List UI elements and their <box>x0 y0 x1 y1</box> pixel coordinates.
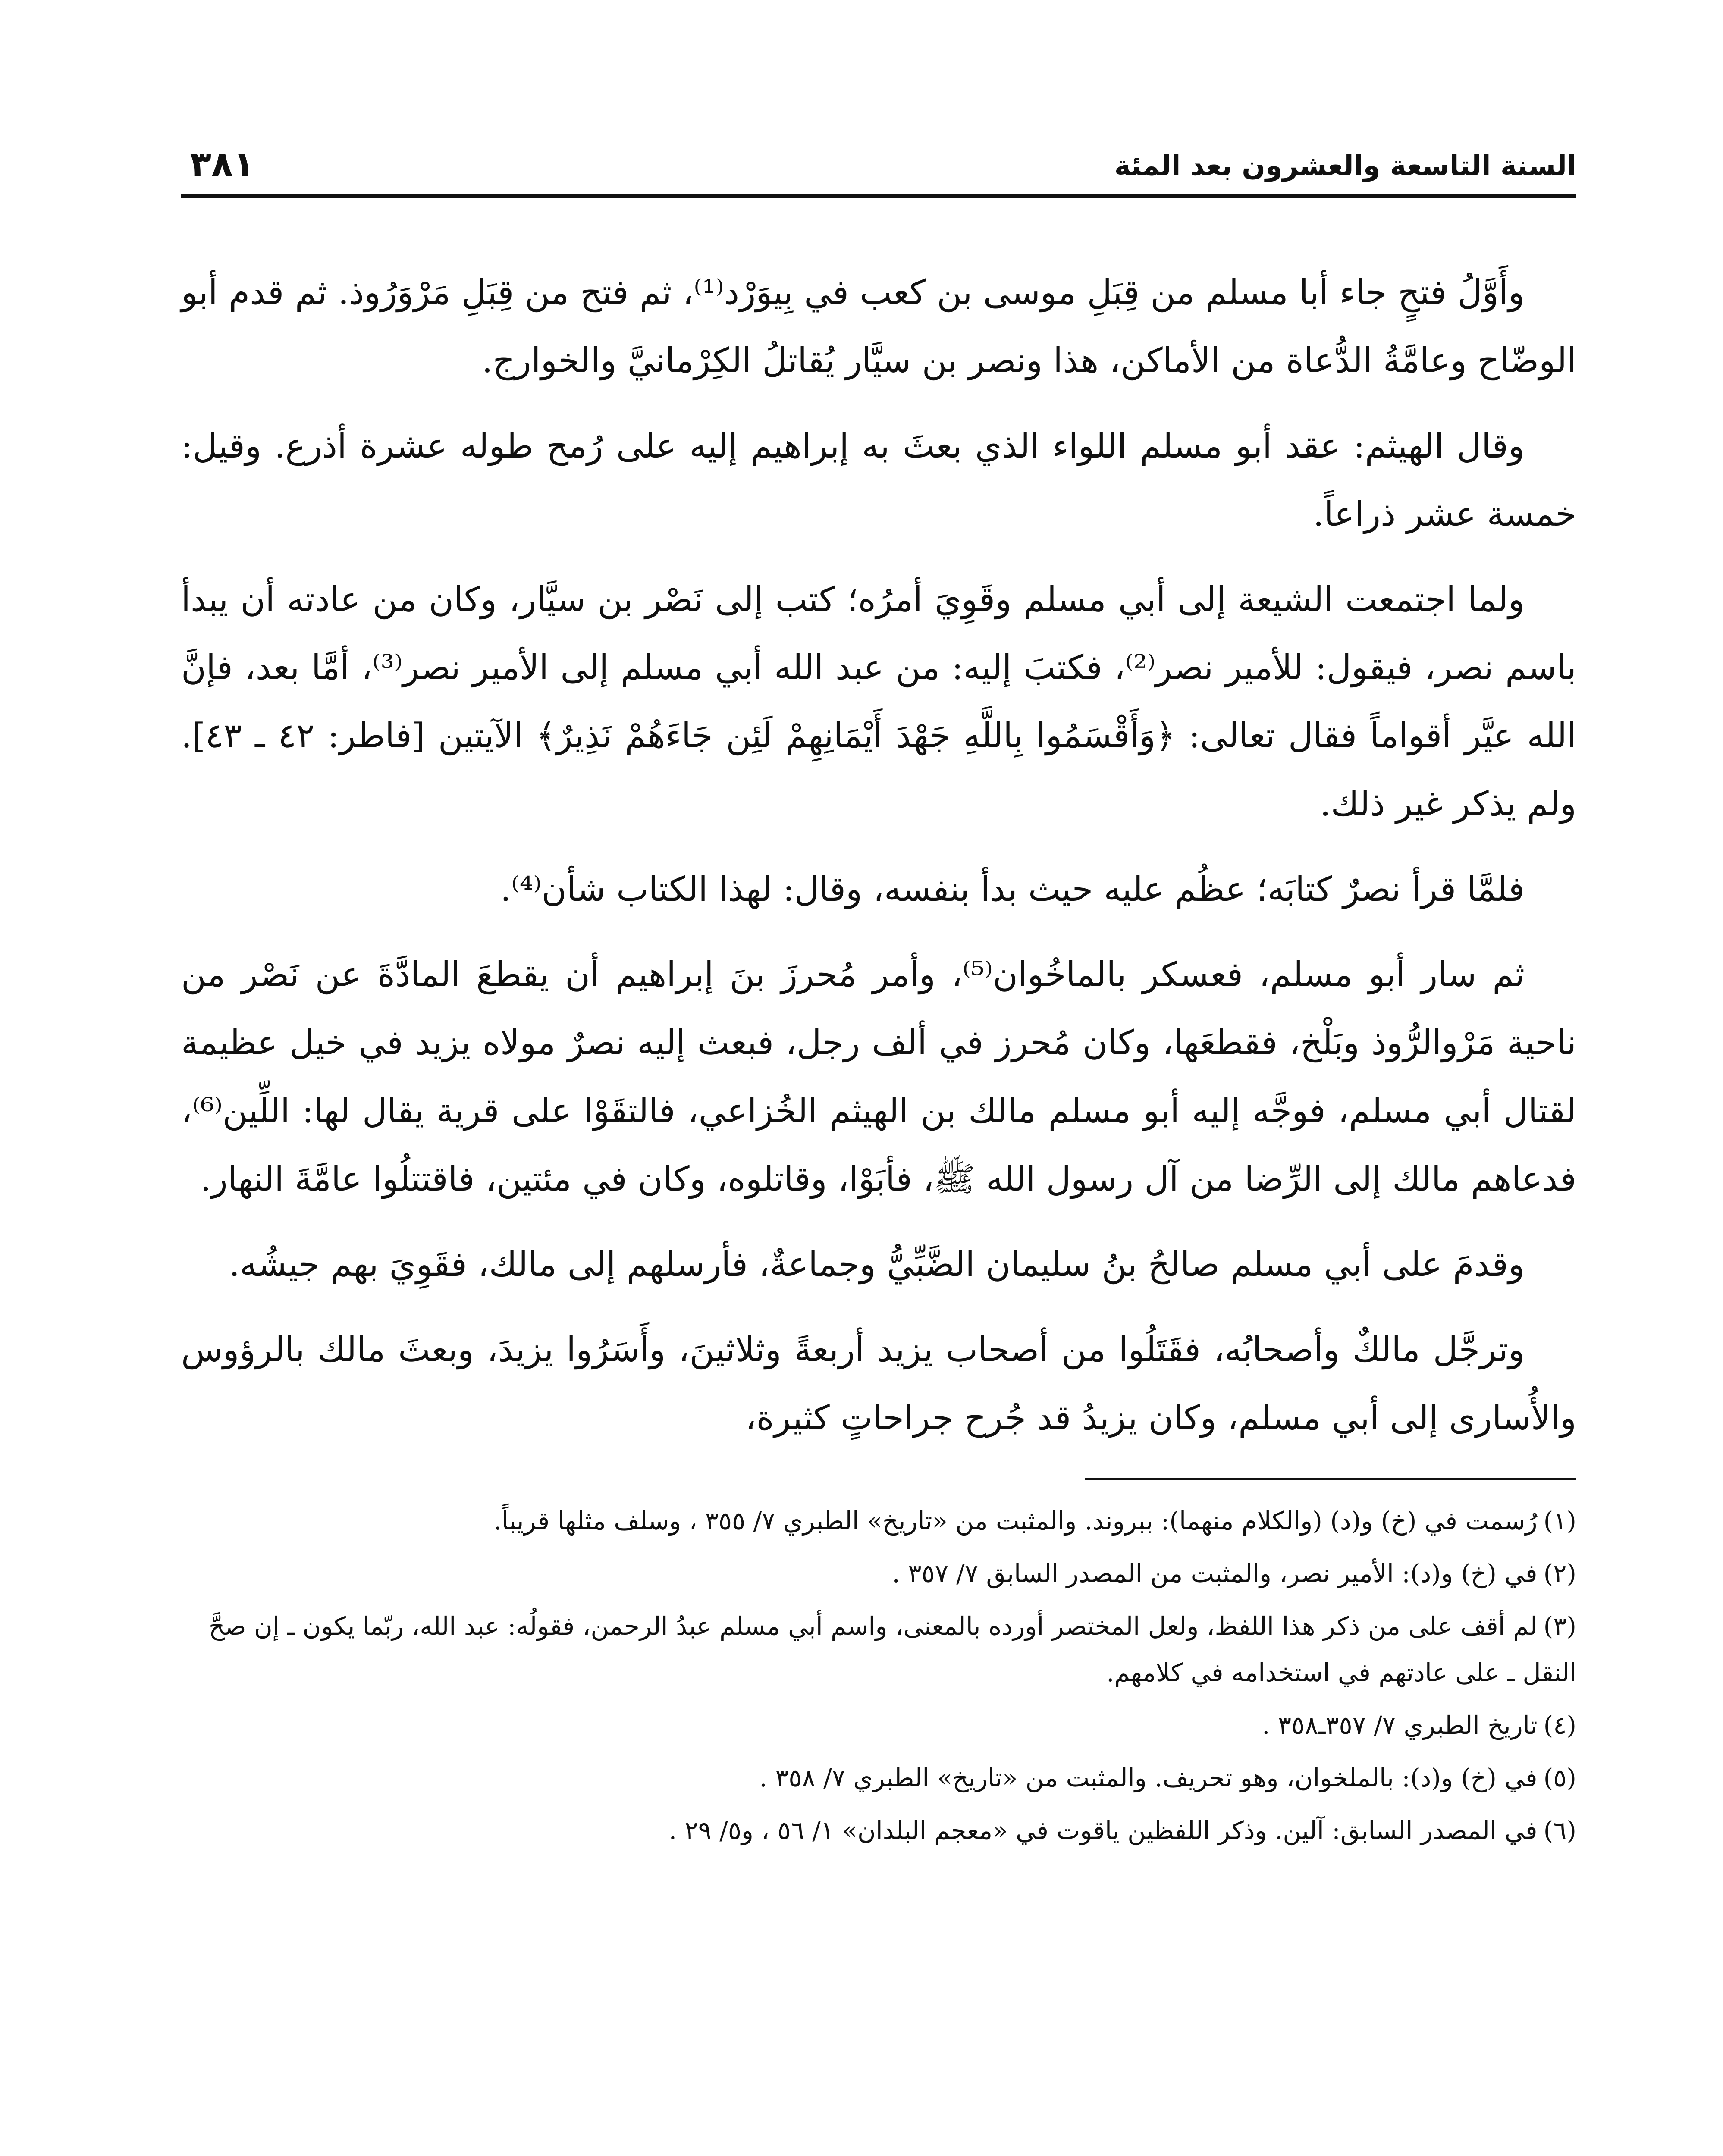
footnote-text: لم أقف على من ذكر هذا اللفظ، ولعل المختصر أورده بالمعنى، واسم أبي مسلم عبدُ الرحمن، فقولُه: عبد الله، ربّما يكون ـ إن صحَّ النقل ـ على عادتهم في استخدامه في كلامهم. <box>208 1611 1576 1687</box>
footnote-divider <box>1085 1478 1576 1480</box>
book-page <box>181 129 1576 2156</box>
footnote <box>181 1807 1576 1854</box>
footnote-text: في المصدر السابق: آلين. وذكر اللفظين ياقوت في «معجم البلدان» ١/ ٥٦ ، و٥/ ٢٩ . <box>668 1816 1538 1845</box>
footnote-number: (٢) <box>1543 1559 1576 1588</box>
footnote-number: (٥) <box>1543 1763 1576 1792</box>
footnote <box>181 1550 1576 1597</box>
footnotes <box>181 1498 1576 1854</box>
footnote-text: في (خ) و(د): الأمير نصر، والمثبت من المصدر السابق ٧/ ٣٥٧ . <box>892 1559 1538 1588</box>
paragraph: وترجَّل مالكٌ وأصحابُه، فقَتَلُوا من أصحاب يزيد أربعةً وثلاثينَ، وأَسَرُوا يزيدَ، وبعثَ مالك بالرؤوس والأُسارى إلى أبي مسلم، وكان يزيدُ قد جُرح جراحاتٍ كثيرة، <box>181 1330 1576 1438</box>
main-text <box>181 258 1576 1452</box>
footnote-text: في (خ) و(د): بالملخوان، وهو تحريف. والمثبت من «تاريخ» الطبري ٧/ ٣٥٨ . <box>759 1763 1538 1792</box>
paragraph: فلمَّا قرأ نصرٌ كتابَه؛ عظُم عليه حيث بدأ بنفسه، وقال: لهذا الكتاب شأن⁽⁴⁾. <box>500 869 1525 909</box>
paragraph: وأَوَّلُ فتحٍ جاء أبا مسلم من قِبَلِ موسى بن كعب في بِيوَرْد⁽¹⁾، ثم فتح من قِبَلِ مَرْوَرُوذ. ثم قدم أبو الوضّاح وعامَّةُ الدُّعاة من الأماكن، هذا ونصر بن سيَّار يُقاتلُ الكِرْمانيَّ والخوارج. <box>181 273 1576 380</box>
paragraph: ولما اجتمعت الشيعة إلى أبي مسلم وقَوِيَ أمرُه؛ كتب إلى نَصْر بن سيَّار، وكان من عادته أن يبدأ باسم نصر، فيقول: للأمير نصر⁽²⁾، فكتبَ إليه: من عبد الله أبي مسلم إلى الأمير نصر⁽³⁾، أمَّا بعد، فإنَّ الله عيَّر أقواماً فقال تعالى: ﴿وَأَقْسَمُوا بِاللَّهِ جَهْدَ أَيْمَانِهِمْ لَئِن جَاءَهُمْ نَذِيرٌ﴾ الآيتين [فاطر: ٤٢ ـ ٤٣]. ولم يذكر غير ذلك. <box>181 580 1577 824</box>
footnote <box>181 1755 1576 1801</box>
paragraph: وقدمَ على أبي مسلم صالحُ بنُ سليمان الضَّبِّيُّ وجماعةٌ، فأرسلهم إلى مالك، فقَوِيَ بهم جيشُه. <box>229 1244 1525 1284</box>
footnote-text: رُسمت في (خ) و(د) (والكلام منهما): ببروند. والمثبت من «تاريخ» الطبري ٧/ ٣٥٥ ، وسلف مثلها قريباً. <box>493 1506 1538 1536</box>
footnote-text: تاريخ الطبري ٧/ ٣٥٧ـ٣٥٨ . <box>1262 1711 1538 1740</box>
footnote <box>181 1603 1576 1696</box>
footnote-number: (٤) <box>1543 1711 1576 1740</box>
footnote-number: (١) <box>1543 1506 1576 1536</box>
running-title: السنة التاسعة والعشرون بعد المئة <box>1114 150 1576 182</box>
paragraph: ثم سار أبو مسلم، فعسكر بالماخُوان⁽⁵⁾، وأمر مُحرزَ بنَ إبراهيم أن يقطعَ المادَّةَ عن نَصْر من ناحية مَرْوالرُّوذ وبَلْخ، فقطعَها، وكان مُحرز في ألف رجل، فبعث إليه نصرٌ مولاه يزيد في خيل عظيمة لقتال أبي مسلم، فوجَّه إليه أبو مسلم مالك بن الهيثم الخُزاعي، فالتقَوْا على قرية يقال لها: اللِّين⁽⁶⁾، فدعاهم مالك إلى الرِّضا من آل رسول الله ﷺ، فأبَوْا، وقاتلوه، وكان في مئتين، فاقتتلُوا عامَّةَ النهار. <box>181 955 1576 1199</box>
footnote <box>181 1702 1576 1749</box>
footnote-number: (٦) <box>1543 1816 1576 1845</box>
footnote-number: (٣) <box>1543 1611 1576 1641</box>
running-header <box>181 129 1576 198</box>
footnote <box>181 1498 1576 1544</box>
page-number: ٣٨١ <box>190 144 255 185</box>
paragraph: وقال الهيثم: عقد أبو مسلم اللواء الذي بعثَ به إبراهيم إليه على رُمح طوله عشرة أذرع. وقيل: خمسة عشر ذراعاً. <box>181 426 1576 534</box>
